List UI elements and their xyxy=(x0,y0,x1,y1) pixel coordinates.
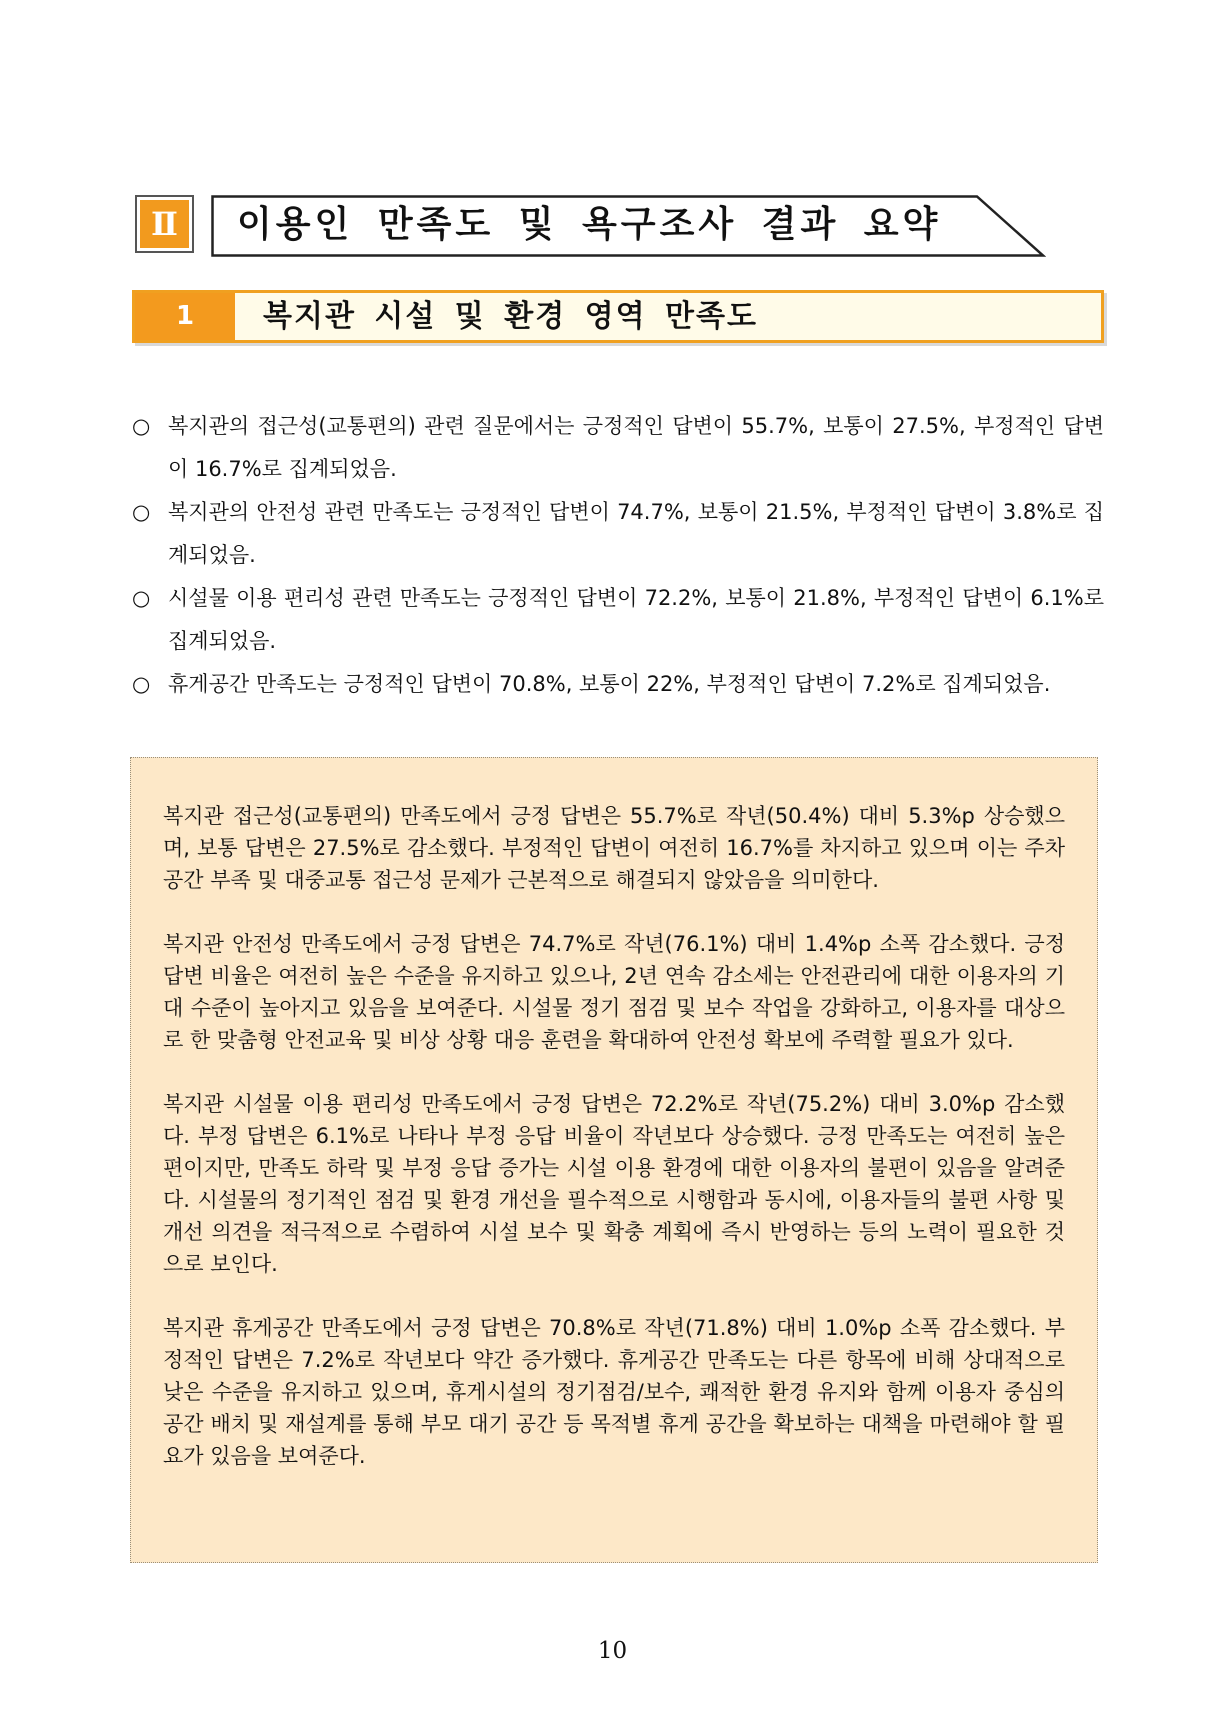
section-number: 1 xyxy=(135,293,235,340)
bullet-list xyxy=(132,405,1104,706)
circle-bullet-icon: ○ xyxy=(132,500,151,524)
chapter-title-box xyxy=(211,195,1046,257)
chapter-number-box xyxy=(135,195,194,253)
page-number: 10 xyxy=(597,1638,628,1664)
section-heading xyxy=(132,290,1104,343)
circle-bullet-icon: ○ xyxy=(132,586,151,610)
bullet-item xyxy=(132,491,1104,577)
bullet-item xyxy=(132,405,1104,491)
bullet-text: 휴게공간 만족도는 긍정적인 답변이 70.8%, 보통이 22%, 부정적인 답변이 7.2%로 집계되었음. xyxy=(168,672,1051,696)
circle-bullet-icon: ○ xyxy=(132,414,151,438)
summary-paragraph-rest-area: 복지관 휴게공간 만족도에서 긍정 답변은 70.8%로 작년(71.8%) 대비 1.0%p 소폭 감소했다. 부정적인 답변은 7.2%로 작년보다 약간 증가했다. 휴게공간 만족도는 다른 항목에 비해 상대적으로 낮은 수준을 유지하고 있으며, 휴게시설의 정기점검/보수, 쾌적한 환경 유지와 함께 이용자 중심의 공간 배치 및 재설계를 통해 부모 대기 공간 등 목적별 휴게 공간을 확보하는 대책을 마련해야 할 필요가 있음을 보여준다. xyxy=(163,1316,1065,1468)
summary-paragraph-safety: 복지관 안전성 만족도에서 긍정 답변은 74.7%로 작년(76.1%) 대비 1.4%p 소폭 감소했다. 긍정 답변 비율은 여전히 높은 수준을 유지하고 있으나, 2년 연속 감소세는 안전관리에 대한 이용자의 기대 수준이 높아지고 있음을 보여준다. 시설물 정기 점검 및 보수 작업을 강화하고, 이용자를 대상으로 한 맞춤형 안전교육 및 비상 상황 대응 훈련을 확대하여 안전성 확보에 주력할 필요가 있다. xyxy=(163,932,1065,1052)
circle-bullet-icon: ○ xyxy=(132,672,151,696)
chapter-heading xyxy=(135,195,1045,257)
bullet-text: 시설물 이용 편리성 관련 만족도는 긍정적인 답변이 72.2%, 보통이 21.8%, 부정적인 답변이 6.1%로 집계되었음. xyxy=(168,586,1104,653)
summary-paragraph-accessibility: 복지관 접근성(교통편의) 만족도에서 긍정 답변은 55.7%로 작년(50.4%) 대비 5.3%p 상승했으며, 보통 답변은 27.5%로 감소했다. 부정적인 답변이 여전히 16.7%를 차지하고 있으며 이는 주차 공간 부족 및 대중교통 접근성 문제가 근본적으로 해결되지 않았음을 의미한다. xyxy=(163,804,1065,892)
bullet-item xyxy=(132,663,1104,706)
summary-box xyxy=(130,757,1098,1563)
chapter-number: Ⅱ xyxy=(140,200,189,248)
summary-paragraph-convenience: 복지관 시설물 이용 편리성 만족도에서 긍정 답변은 72.2%로 작년(75.2%) 대비 3.0%p 감소했다. 부정 답변은 6.1%로 나타나 부정 응답 비율이 작년보다 상승했다. 긍정 만족도는 여전히 높은 편이지만, 만족도 하락 및 부정 응답 증가는 시설 이용 환경에 대한 이용자의 불편이 있음을 알려준다. 시설물의 정기적인 점검 및 환경 개선을 필수적으로 시행함과 동시에, 이용자들의 불편 사항 및 개선 의견을 적극적으로 수렴하여 시설 보수 및 확충 계획에 즉시 반영하는 등의 노력이 필요한 것으로 보인다. xyxy=(163,1092,1065,1276)
chapter-title: 이용인 만족도 및 욕구조사 결과 요약 xyxy=(237,204,942,245)
section-title: 복지관 시설 및 환경 영역 만족도 xyxy=(263,299,758,334)
bullet-item xyxy=(132,577,1104,663)
bullet-text: 복지관의 접근성(교통편의) 관련 질문에서는 긍정적인 답변이 55.7%, 보통이 27.5%, 부정적인 답변이 16.7%로 집계되었음. xyxy=(168,414,1104,481)
bullet-text: 복지관의 안전성 관련 만족도는 긍정적인 답변이 74.7%, 보통이 21.5%, 부정적인 답변이 3.8%로 집계되었음. xyxy=(168,500,1104,567)
